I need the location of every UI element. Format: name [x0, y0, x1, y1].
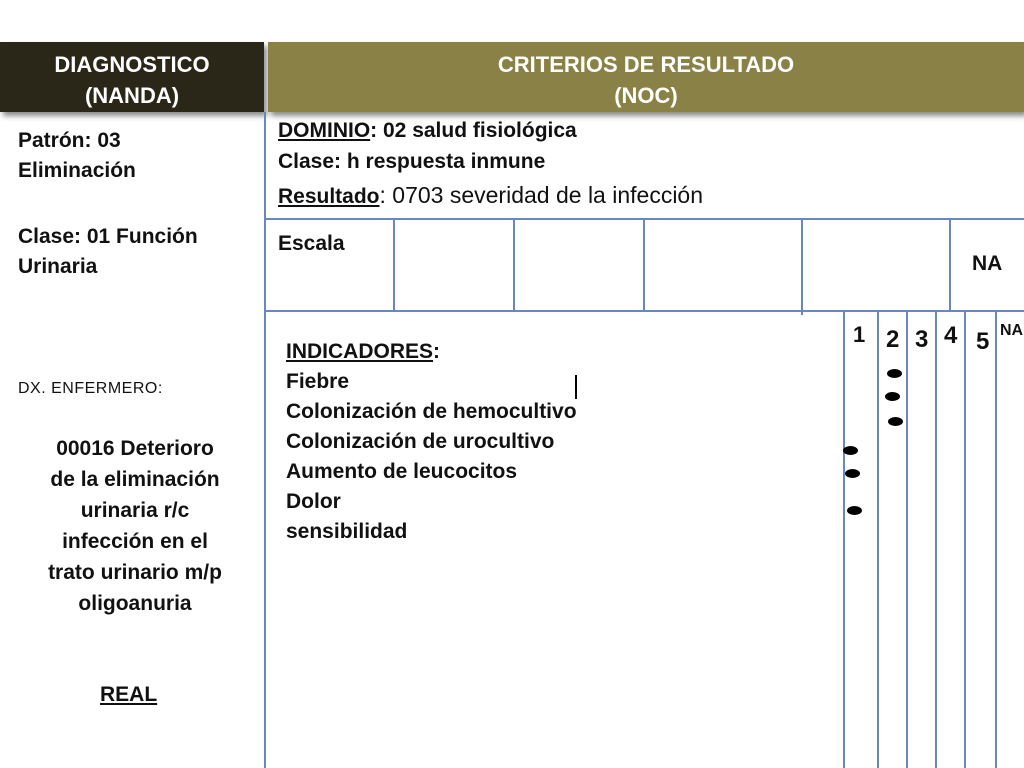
rating-mark-fiebre	[887, 369, 902, 378]
rating-mark-sensibilidad	[847, 506, 862, 515]
rating-mark-dolor	[845, 469, 860, 478]
escala-label: Escala	[278, 232, 345, 255]
nanda-header-line2: (NANDA)	[84, 83, 180, 108]
clase-line2: Urinaria	[18, 255, 98, 278]
score-column-line-3	[906, 312, 908, 768]
resultado-value: : 0703 severidad de la infección	[379, 182, 704, 208]
column-divider	[264, 112, 266, 768]
resultado-label: Resultado	[278, 185, 380, 208]
indicators-title-colon: :	[433, 340, 441, 363]
dx-line: oligoanuria	[78, 592, 192, 615]
clase-text	[18, 222, 198, 282]
dx-label: DX. ENFERMERO:	[18, 380, 163, 397]
indicators-list	[286, 337, 577, 547]
escala-divider-1	[393, 220, 395, 312]
score-column-line-2	[877, 312, 879, 768]
indicator-item: sensibilidad	[286, 520, 408, 543]
escala-na-label: NA	[972, 252, 1003, 275]
indicators-title-text: INDICADORES	[286, 340, 434, 363]
dx-line: de la eliminación	[50, 468, 220, 491]
scale-1: 1	[853, 322, 866, 347]
rating-mark-leucocitos	[843, 446, 858, 455]
dominio-value: : 02 salud fisiológica	[370, 119, 577, 142]
escala-divider-4	[801, 220, 803, 315]
escala-divider-2	[513, 220, 515, 312]
indicator-item: Colonización de urocultivo	[286, 430, 555, 453]
indicator-item: Aumento de leucocitos	[286, 460, 518, 483]
score-column-line-6	[995, 312, 997, 768]
scale-na: NA	[1000, 322, 1024, 339]
noc-header	[268, 42, 1024, 112]
patron-line1: Patrón: 03	[18, 129, 121, 152]
rating-mark-hemocultivo	[885, 392, 900, 401]
clase-line1: Clase: 01 Función	[18, 225, 198, 248]
clase-noc: Clase: h respuesta inmune	[278, 150, 546, 173]
dx-line: urinaria r/c	[80, 499, 190, 522]
indicator-item: Fiebre	[286, 370, 350, 393]
escala-bottom-line	[264, 310, 804, 312]
rating-mark-urocultivo	[888, 417, 903, 426]
dx-description	[6, 433, 264, 619]
score-column-line-5	[964, 312, 966, 768]
patron-text	[18, 126, 136, 186]
noc-header-line1: CRITERIOS DE RESULTADO	[497, 52, 795, 77]
escala-bottom-line-right	[803, 310, 1024, 312]
escala-divider-3	[643, 220, 645, 312]
text-cursor	[575, 375, 577, 399]
scale-3: 3	[915, 326, 929, 353]
indicator-item: Colonización de hemocultivo	[286, 400, 577, 423]
nanda-header	[0, 42, 264, 112]
dx-line: 00016 Deterioro	[56, 437, 214, 460]
score-column-line-4	[935, 312, 937, 768]
noc-header-line2: (NOC)	[614, 83, 678, 108]
indicators-title	[286, 337, 577, 367]
indicator-item: Dolor	[286, 490, 341, 513]
dominio-label: DOMINIO	[278, 119, 371, 142]
scale-2: 2	[886, 326, 900, 353]
escala-divider-5	[949, 220, 951, 312]
scale-5: 5	[976, 328, 990, 355]
dx-line: trato urinario m/p	[48, 561, 222, 584]
score-column-line-1	[843, 312, 845, 768]
nanda-header-line1: DIAGNOSTICO	[54, 52, 210, 77]
real-label: REAL	[100, 683, 158, 706]
scale-4: 4	[944, 322, 958, 349]
patron-line2: Eliminación	[18, 159, 136, 182]
dx-line: infección en el	[62, 530, 208, 553]
dominio-line	[278, 116, 577, 146]
resultado-line	[278, 180, 703, 212]
